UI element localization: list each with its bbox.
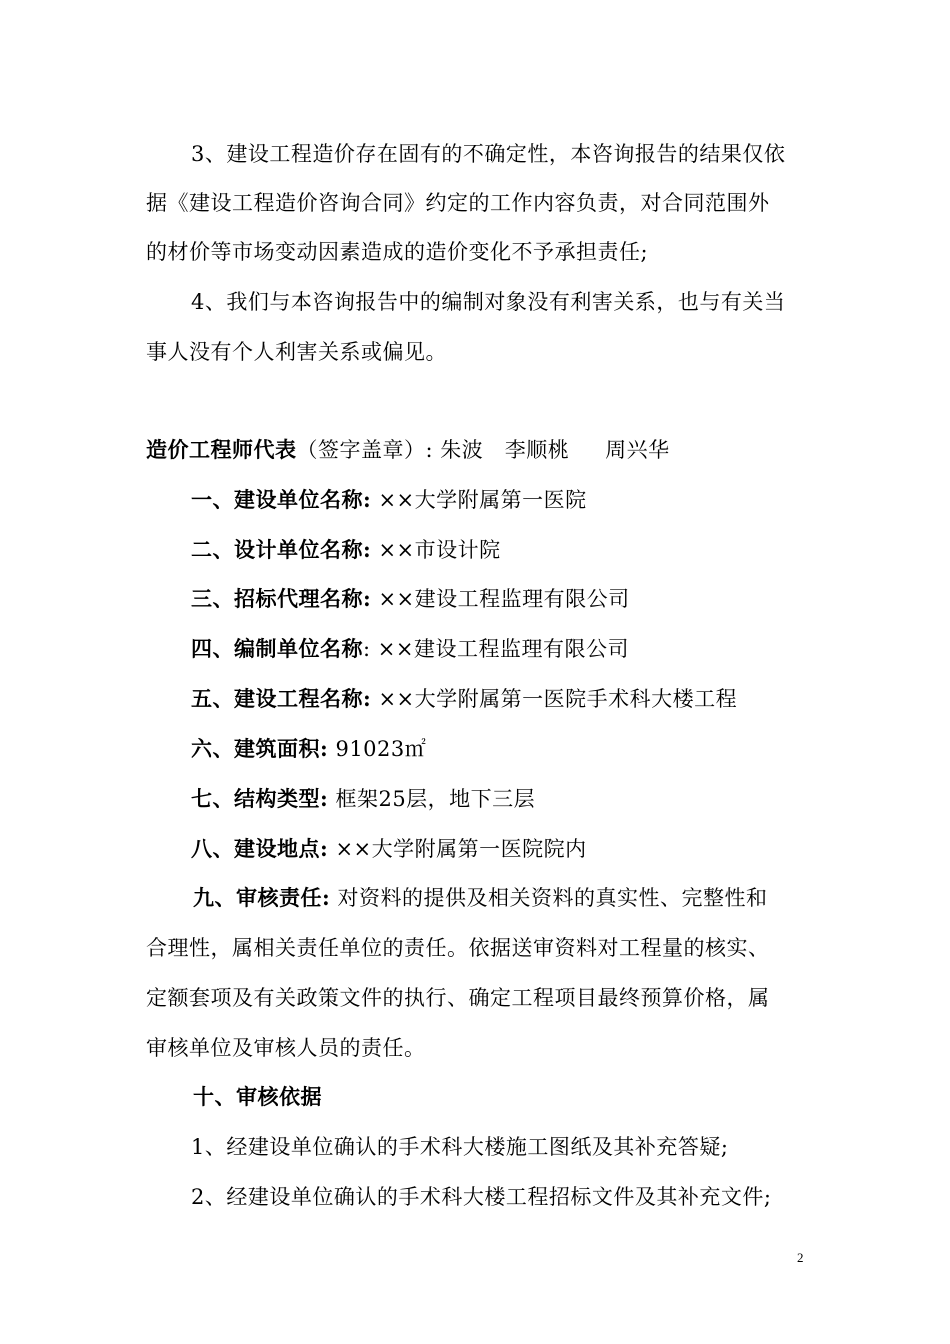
- item-value: ××市设计院: [378, 538, 501, 562]
- section9-line1: [193, 883, 767, 913]
- item-label: 二、设计单位名称:: [191, 537, 372, 562]
- item-project-name: [191, 684, 737, 714]
- signature-names: 朱波 李顺桃 周兴华: [440, 438, 670, 462]
- item-compiling-unit: [191, 634, 629, 664]
- para4-line1: 4、我们与本咨询报告中的编制对象没有利害关系，也与有关当: [191, 290, 786, 314]
- section9-line4: 审核单位及审核人员的责任。: [146, 1036, 426, 1060]
- item-structure-type: [191, 784, 535, 814]
- item-location: [191, 834, 587, 864]
- para3-line3: 的材价等市场变动因素造成的造价变化不予承担责任;: [146, 240, 649, 264]
- item-value: ××建设工程监理有限公司: [378, 587, 630, 611]
- item-label: 六、建筑面积:: [191, 736, 329, 761]
- item-label: 五、建设工程名称:: [191, 686, 372, 711]
- page-number: 2: [797, 1250, 804, 1265]
- signature-label: 造价工程师代表: [146, 437, 297, 462]
- section10-item1: 1、经建设单位确认的手术科大楼施工图纸及其补充答疑;: [191, 1135, 729, 1159]
- item-bidding-agent: [191, 584, 630, 614]
- item-label: 四、编制单位名称: [191, 636, 363, 661]
- item-label: 一、建设单位名称:: [191, 487, 372, 512]
- section10-item2: 2、经建设单位确认的手术科大楼工程招标文件及其补充文件;: [191, 1185, 772, 1209]
- item-label: 七、结构类型:: [191, 786, 329, 811]
- section9-label: 九、审核责任:: [193, 885, 331, 910]
- signature-note: （签字盖章）:: [296, 438, 441, 462]
- item-construction-unit: [191, 485, 587, 515]
- para3-line1: 3、建设工程造价存在固有的不确定性，本咨询报告的结果仅依: [191, 142, 786, 166]
- section9-text: 对资料的提供及相关资料的真实性、完整性和: [337, 886, 768, 910]
- item-value: 91023㎡: [335, 737, 427, 761]
- item-value: ××大学附属第一医院: [378, 488, 587, 512]
- item-value: 框架25层，地下三层: [335, 787, 536, 811]
- section9-line2: 合理性，属相关责任单位的责任。依据送审资料对工程量的核实、: [146, 936, 770, 960]
- item-value: ××大学附属第一医院院内: [335, 837, 587, 861]
- item-label: 八、建设地点:: [191, 836, 329, 861]
- item-value: ××大学附属第一医院手术科大楼工程: [378, 687, 738, 711]
- item-design-unit: [191, 535, 501, 565]
- section9-line3: 定额套项及有关政策文件的执行、确定工程项目最终预算价格，属: [146, 986, 770, 1010]
- item-sep: :: [363, 637, 371, 661]
- item-label: 三、招标代理名称:: [191, 586, 372, 611]
- para4-line2: 事人没有个人利害关系或偏见。: [146, 340, 447, 364]
- section10-heading: 十、审核依据: [193, 1084, 322, 1109]
- para3-line2: 据《建设工程造价咨询合同》约定的工作内容负责，对合同范围外: [146, 191, 770, 215]
- item-floor-area: [191, 734, 426, 764]
- signature-line: [146, 435, 670, 465]
- item-value: ××建设工程监理有限公司: [377, 637, 629, 661]
